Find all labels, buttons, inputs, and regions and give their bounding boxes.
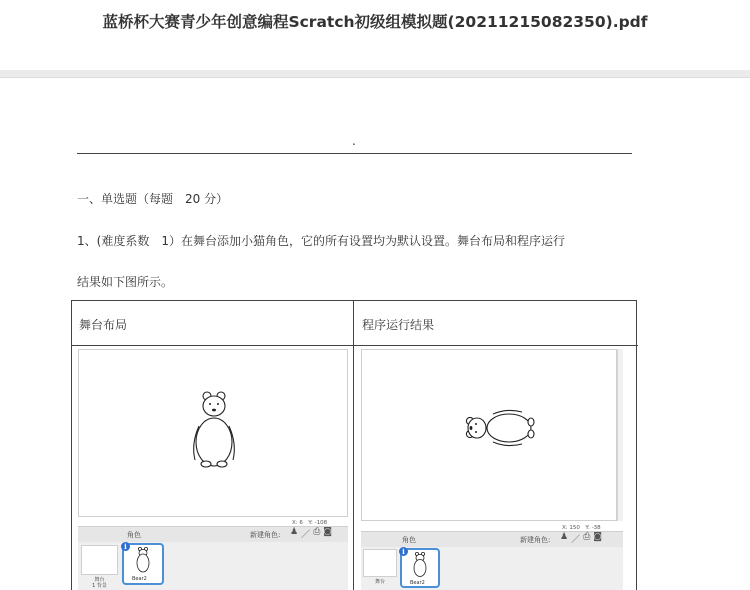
stage-scrollbar-right[interactable] xyxy=(617,349,623,521)
stage-coordinates-right: X: 150 Y: -38 xyxy=(562,525,601,531)
sprite-card-name-right: Bear2 xyxy=(410,580,425,586)
stage-coordinates-left: X: 6 Y: -108 xyxy=(292,520,328,526)
sprites-label-left: 角色 xyxy=(127,531,141,539)
paint-brush-icon[interactable]: ／ xyxy=(301,530,311,540)
question-text-line-1: 1、(难度系数 1）在舞台添加小猫角色，它的所有设置均为默认设置。舞台布局和程序运行 xyxy=(77,234,565,248)
viewer-page-gap xyxy=(0,70,750,78)
camera-icon[interactable]: ◙ xyxy=(323,527,333,537)
info-icon[interactable]: i xyxy=(399,547,408,556)
table-header-divider xyxy=(72,345,638,346)
question-text-line-2: 结果如下图所示。 xyxy=(77,275,174,289)
stage-thumbnail-right[interactable] xyxy=(363,549,397,577)
section-heading: 一、单选题（每题 20 分） xyxy=(77,192,229,206)
question-table xyxy=(71,300,637,590)
info-icon[interactable]: i xyxy=(121,542,130,551)
bear-thumbnail-icon xyxy=(402,550,438,578)
bear-sprite-upright-image xyxy=(79,350,349,518)
bear-sprite-rotated-image xyxy=(362,350,618,522)
table-header-run-result: 程序运行结果 xyxy=(362,318,435,332)
new-sprite-tools-left xyxy=(290,527,332,540)
stage-thumbnail-label-right: 舞台 xyxy=(374,579,385,585)
upload-icon[interactable]: ⎙ xyxy=(313,527,321,537)
camera-icon[interactable]: ◙ xyxy=(593,532,603,542)
stage-thumbnail-left[interactable] xyxy=(81,545,118,575)
upload-icon[interactable]: ⎙ xyxy=(583,532,591,542)
table-header-stage-layout: 舞台布局 xyxy=(79,318,128,332)
page-header-mark: . xyxy=(352,134,356,148)
new-sprite-label-left: 新建角色: xyxy=(250,531,281,539)
sprite-card-name-left: Bear2 xyxy=(132,576,147,582)
paint-brush-icon[interactable]: ／ xyxy=(571,535,581,545)
sprite-list-left xyxy=(78,542,348,590)
new-sprite-tools-right xyxy=(560,532,602,545)
scratch-stage-right xyxy=(361,349,617,521)
sprite-library-icon[interactable]: ♟ xyxy=(290,527,299,537)
viewer-title-bar xyxy=(0,0,750,70)
sprite-library-icon[interactable]: ♟ xyxy=(560,532,569,542)
sprites-label-right: 角色 xyxy=(402,536,416,544)
new-sprite-label-right: 新建角色: xyxy=(520,536,551,544)
bear-thumbnail-icon xyxy=(124,545,162,575)
stage-thumbnail-label-left: 舞台 1 背景 xyxy=(92,577,107,589)
document-file-title: 蓝桥杯大赛青少年创意编程Scratch初级组模拟题(20211215082350).pdf xyxy=(102,13,648,31)
scratch-stage-left xyxy=(78,349,348,517)
header-rule xyxy=(77,153,632,154)
